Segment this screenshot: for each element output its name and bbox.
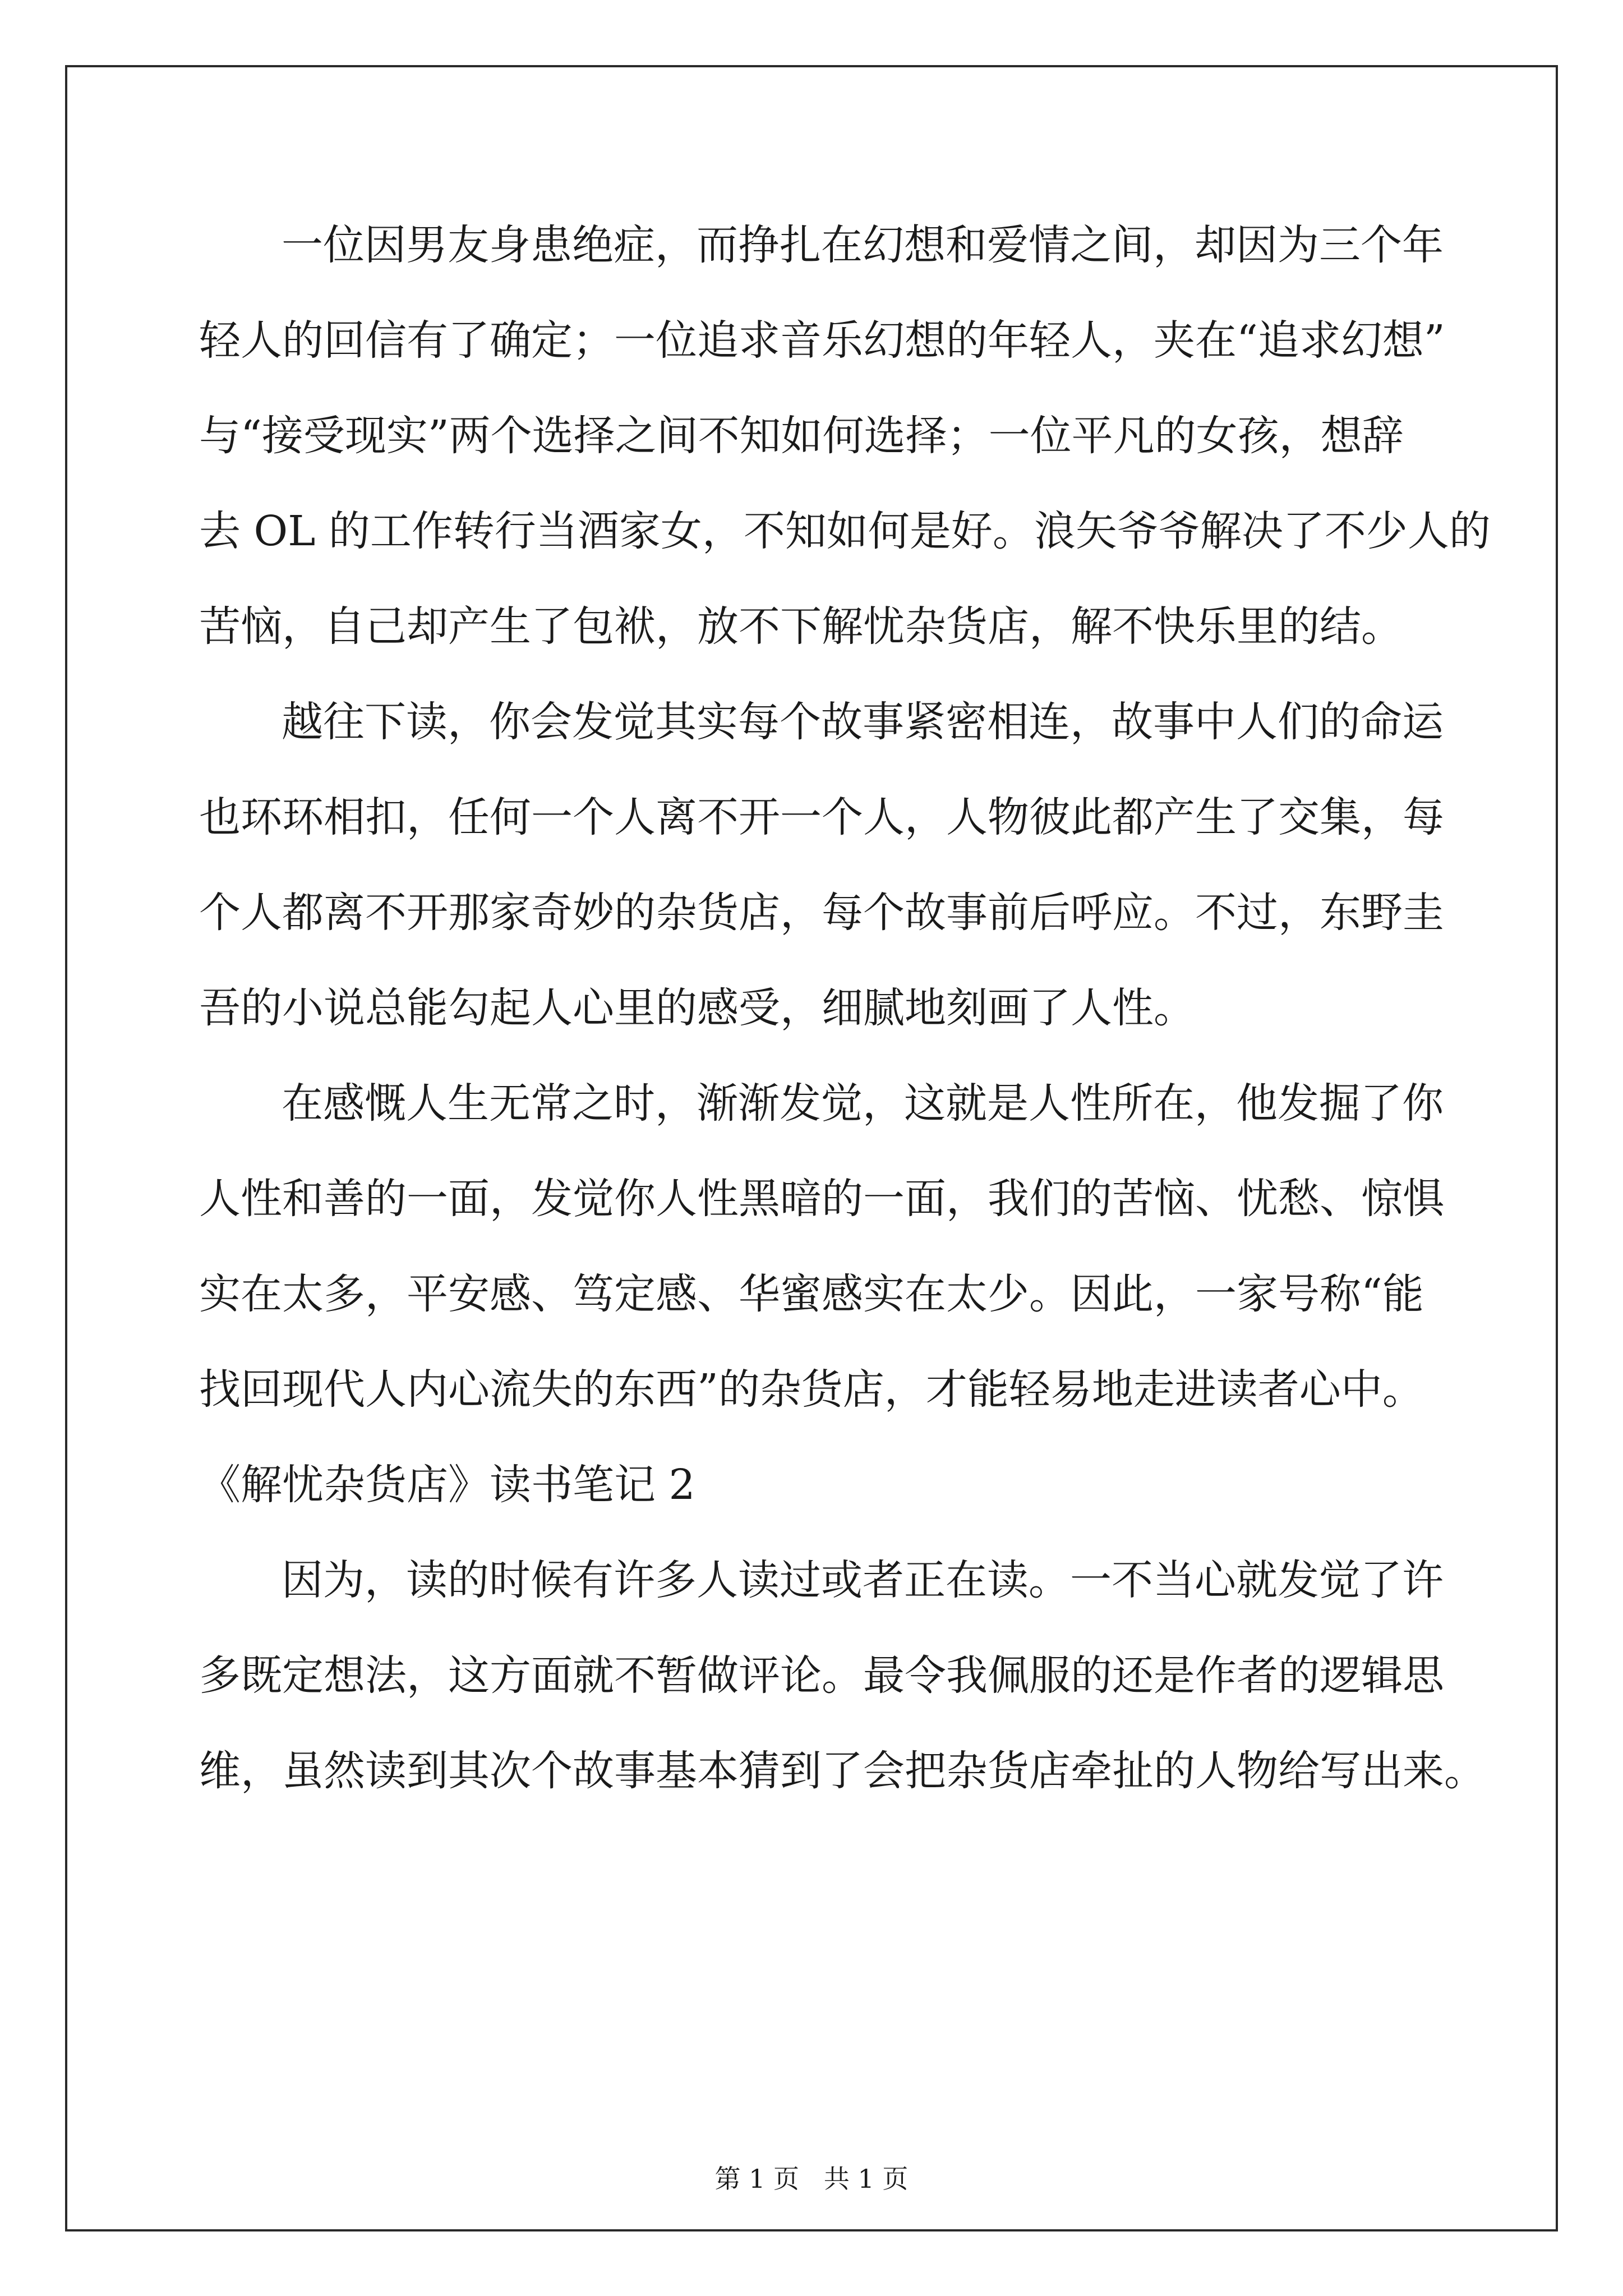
paragraph-3-line-1: 在感慨人生无常之时，渐渐发觉，这就是人性所在，他发掘了你 xyxy=(282,1079,1444,1128)
section-heading: 《解忧杂货店》读书笔记 2 xyxy=(199,1461,695,1509)
section-paragraph-line-2: 多既定想法，这方面就不暂做评论。最令我佩服的还是作者的逻辑思 xyxy=(199,1651,1444,1700)
page-border xyxy=(65,65,1558,2231)
paragraph-1-line-5: 苦恼，自己却产生了包袱，放不下解忧杂货店，解不快乐里的结。 xyxy=(199,602,1403,651)
paragraph-2-line-4: 吾的小说总能勾起人心里的感受，细腻地刻画了人性。 xyxy=(199,984,1195,1032)
paragraph-1-line-1: 一位因男友身患绝症，而挣扎在幻想和爱情之间，却因为三个年 xyxy=(282,221,1444,269)
paragraph-1-line-4: 去 OL 的工作转行当酒家女，不知如何是好。浪矢爷爷解决了不少人的 xyxy=(199,507,1491,555)
paragraph-1-line-2: 轻人的回信有了确定；一位追求音乐幻想的年轻人，夹在“追求幻想” xyxy=(199,316,1445,365)
paragraph-1-line-3: 与“接受现实”两个选择之间不知如何选择；一位平凡的女孩，想辞 xyxy=(199,412,1404,460)
section-paragraph-line-1: 因为，读的时候有许多人读过或者正在读。一不当心就发觉了许 xyxy=(282,1556,1444,1604)
paragraph-2-line-1: 越往下读，你会发觉其实每个故事紧密相连，故事中人们的命运 xyxy=(282,698,1444,746)
paragraph-3-line-4: 找回现代人内心流失的东西”的杂货店，才能轻易地走进读者心中。 xyxy=(199,1365,1424,1414)
section-paragraph-line-3: 维，虽然读到其次个故事基本猜到了会把杂货店牵扯的人物给写出来。 xyxy=(199,1747,1486,1795)
paragraph-3-line-2: 人性和善的一面，发觉你人性黑暗的一面，我们的苦恼、忧愁、惊惧 xyxy=(199,1175,1444,1223)
paragraph-2-line-3: 个人都离不开那家奇妙的杂货店，每个故事前后呼应。不过，东野圭 xyxy=(199,889,1444,937)
page-number-footer: 第 1 页 共 1 页 xyxy=(714,2164,909,2194)
paragraph-3-line-3: 实在太多，平安感、笃定感、华蜜感实在太少。因此，一家号称“能 xyxy=(199,1270,1424,1318)
paragraph-2-line-2: 也环环相扣，任何一个人离不开一个人，人物彼此都产生了交集，每 xyxy=(199,793,1444,841)
